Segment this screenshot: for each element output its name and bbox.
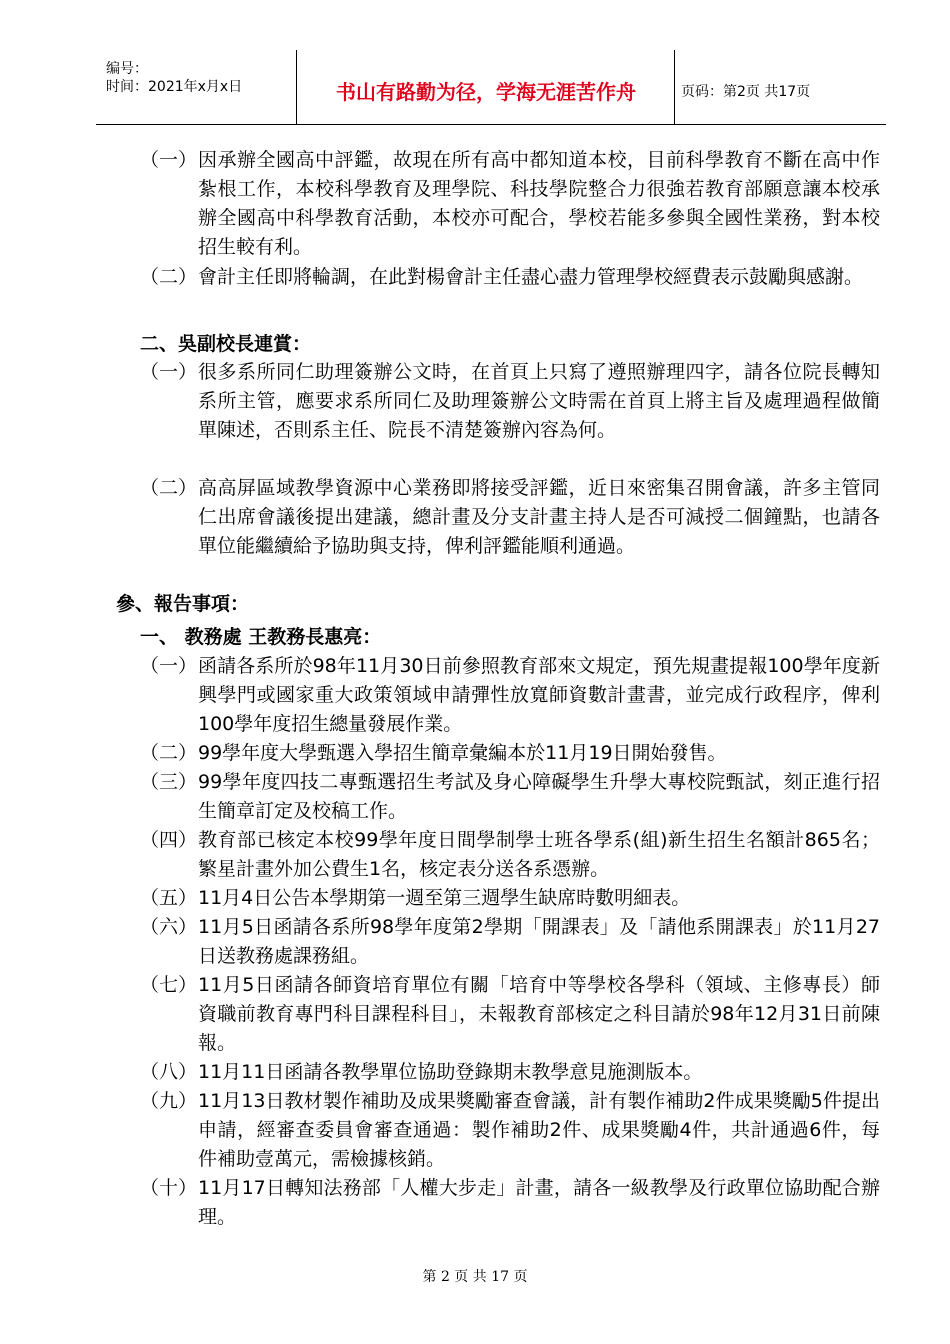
header-meta — [106, 60, 242, 96]
item-text: 11月13日教材製作補助及成果獎勵審查會議，計有製作補助2件成果獎勵5件提出申請，經審查委員會審查通過：製作補助2件、成果獎勵4件，共計通過6件，每件補助壹萬元，需檢據核銷。 — [198, 1090, 880, 1170]
list-item — [140, 146, 880, 262]
item-number: （五） — [140, 887, 198, 909]
header-divider — [674, 50, 675, 124]
list-item — [140, 1087, 880, 1174]
item-text: 教育部已核定本校99學年度日間學制學士班各學系(組)新生招生名額計865名；繁星計畫外加公費生1名，核定表分送各系憑辦。 — [198, 829, 880, 880]
list-item — [140, 652, 880, 739]
item-text: 函請各系所於98年11月30日前參照教育部來文規定，預先規畫提報100學年度新興學門或國家重大政策領域申請彈性放寬師資數計畫書，並完成行政程序，俾利100學年度招生總量發展作業。 — [198, 655, 880, 735]
document-time-label: 时间：2021年x月x日 — [106, 79, 243, 95]
item-text: 會計主任即將輪調，在此對楊會計主任盡心盡力管理學校經費表示鼓勵與感謝。 — [198, 266, 864, 288]
item-number: （八） — [140, 1061, 198, 1083]
footer-page-number: 第 2 页 共 17 页 — [422, 1269, 528, 1285]
item-text: 11月5日函請各師資培育單位有關「培育中等學校各學科（領域、主修專長）師資職前教育專門科目課程科目」，未報教育部核定之科目請於98年12月31日前陳報。 — [198, 974, 880, 1054]
list-item — [140, 474, 880, 561]
list-item — [140, 826, 880, 884]
list-item — [140, 263, 880, 292]
item-number: （一） — [140, 149, 198, 171]
item-text: 11月11日函請各教學單位協助登錄期末教學意見施測版本。 — [198, 1061, 703, 1083]
section-heading: 參、報告事項： — [116, 593, 250, 615]
item-number: （六） — [140, 916, 198, 938]
item-number: （七） — [140, 974, 198, 996]
item-number: （一） — [140, 361, 198, 383]
item-number: （二） — [140, 266, 198, 288]
item-text: 11月4日公告本學期第一週至第三週學生缺席時數明細表。 — [198, 887, 691, 909]
item-text: 99學年度四技二專甄選招生考試及身心障礙學生升學大專校院甄試，刻正進行招生簡章訂定及校稿工作。 — [198, 771, 880, 822]
page-header — [96, 50, 886, 124]
item-number: （十） — [140, 1177, 198, 1199]
list-item — [140, 971, 880, 1058]
list-item — [140, 768, 880, 826]
header-divider — [296, 50, 297, 124]
list-item — [140, 1174, 880, 1232]
list-item — [140, 1058, 880, 1087]
item-text: 高高屏區域教學資源中心業務即將接受評鑑，近日來密集召開會議，許多主管同仁出席會議後提出建議，總計畫及分支計畫主持人是否可減授二個鐘點，也請各單位能繼續給予協助與支持，俾利評鑑能順利通過。 — [198, 477, 880, 557]
header-page-label: 页码：第2页 共17页 — [681, 84, 811, 100]
subsection-heading: 一、 教務處 王教務長惠亮： — [140, 626, 382, 648]
item-number: （九） — [140, 1090, 198, 1112]
item-text: 99學年度大學甄選入學招生簡章彙編本於11月19日開始發售。 — [198, 742, 727, 764]
item-text: 因承辦全國高中評鑑，故現在所有高中都知道本校，目前科學教育不斷在高中作紮根工作，本校科學教育及理學院、科技學院整合力很強若教育部願意讓本校承辦全國高中科學教育活動，本校亦可配合，學校若能多參與全國性業務，對本校招生較有利。 — [198, 149, 880, 258]
item-text: 很多系所同仁助理簽辦公文時，在首頁上只寫了遵照辦理四字，請各位院長轉知系所主管，應要求系所同仁及助理簽辦公文時需在首頁上將主旨及處理過程做簡單陳述，否則系主任、院長不清楚簽辦內容為何。 — [198, 361, 880, 441]
item-number: （二） — [140, 742, 198, 764]
header-motto: 书山有路勤为径，学海无涯苦作舟 — [336, 80, 636, 104]
item-number: （一） — [140, 655, 198, 677]
item-number: （三） — [140, 771, 198, 793]
item-text: 11月5日函請各系所98學年度第2學期「開課表」及「請他系開課表」於11月27日送教務處課務組。 — [198, 916, 880, 967]
list-item — [140, 358, 880, 445]
list-item — [140, 739, 880, 768]
item-text: 11月17日轉知法務部「人權大步走」計畫，請各一級教學及行政單位協助配合辦理。 — [198, 1177, 880, 1228]
list-item — [140, 913, 880, 971]
section-heading: 二、吳副校長連賞： — [140, 333, 312, 355]
header-rule — [96, 124, 886, 125]
item-number: （二） — [140, 477, 198, 499]
item-number: （四） — [140, 829, 198, 851]
page-footer — [0, 1268, 950, 1286]
document-number-label: 编号： — [106, 61, 148, 77]
list-item — [140, 884, 880, 913]
